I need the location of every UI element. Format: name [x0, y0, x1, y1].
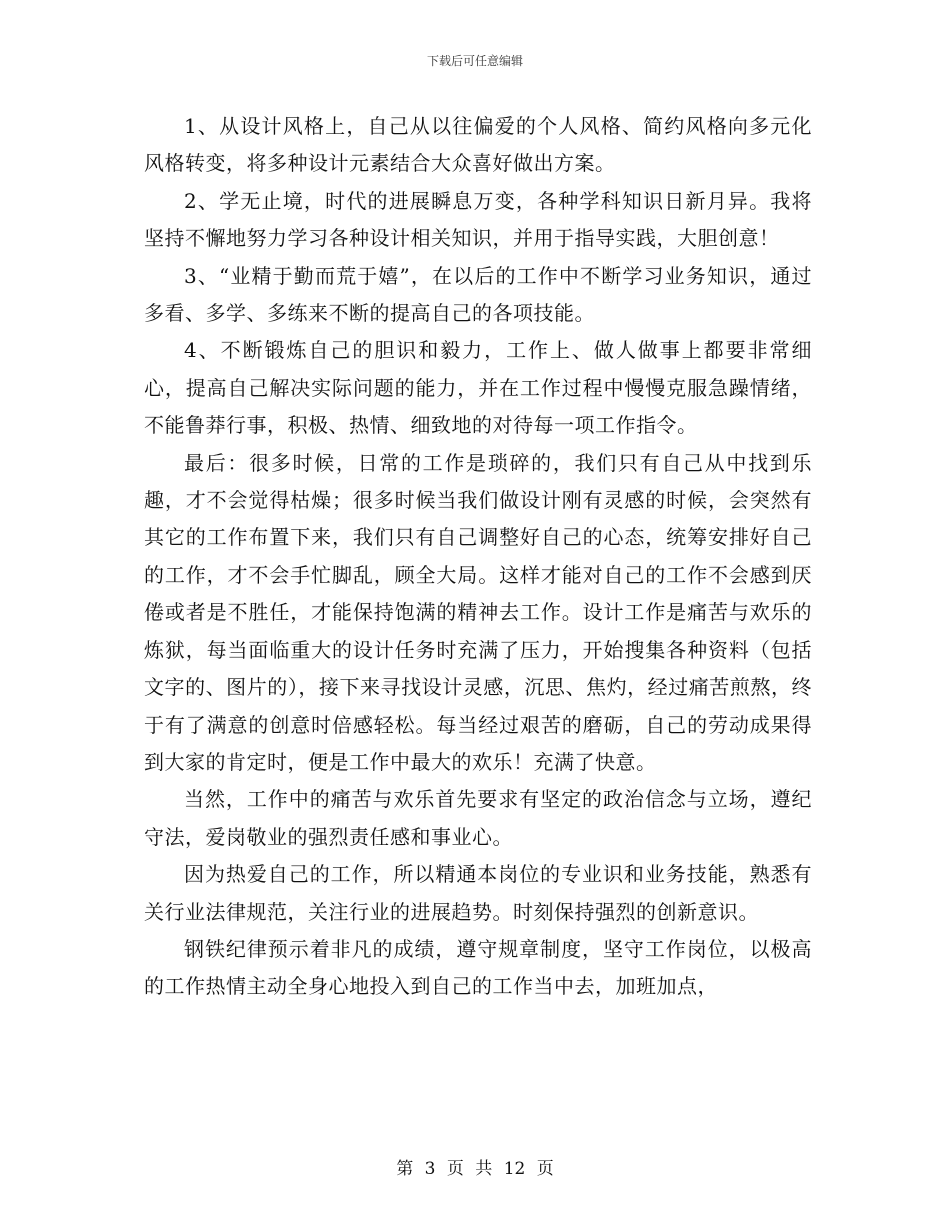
paragraph-4: 4、不断锻炼自己的胆识和毅力，工作上、做人做事上都要非常细心，提高自己解决实际问题的能力，并在工作过程中慢慢克服急躁情绪，不能鲁莽行事，积极、热情、细致地的对待每一项工作指令。 — [144, 338, 812, 438]
paragraph-7: 因为热爱自己的工作，所以精通本岗位的专业识和业务技能，熟悉有关行业法律规范，关注行业的进展趋势。时刻保持强烈的创新意识。 — [144, 862, 812, 924]
document-body — [144, 108, 812, 1006]
paragraph-8: 钢铁纪律预示着非凡的成绩，遵守规章制度，坚守工作岗位，以极高的工作热情主动全身心地投入到自己的工作当中去，加班加点， — [144, 936, 812, 999]
paragraph-6: 当然，工作中的痛苦与欢乐首先要求有坚定的政治信念与立场，遵纪守法，爱岗敬业的强烈责任感和事业心。 — [144, 787, 812, 849]
page-number-footer: 第 3 页 共 12 页 — [396, 1159, 554, 1179]
paragraph-1: 1、从设计风格上，自己从以往偏爱的个人风格、简约风格向多元化风格转变，将多种设计元素结合大众喜好做出方案。 — [144, 114, 812, 176]
paragraph-2: 2、学无止境，时代的进展瞬息万变，各种学科知识日新月异。我将坚持不懈地努力学习各种设计相关知识，并用于指导实践，大胆创意！ — [144, 188, 812, 251]
page-header: 下载后可任意编辑 — [426, 54, 523, 68]
paragraph-5: 最后：很多时候，日常的工作是琐碎的，我们只有自己从中找到乐趣，才不会觉得枯燥；很多时候当我们做设计刚有灵感的时候，会突然有其它的工作布置下来，我们只有自己调整好自己的心态，统筹安排好自己的工作，才不会手忙脚乱，顾全大局。这样才能对自己的工作不会感到厌倦或者是不胜任，才能保持饱满的精神去工作。设计工作是痛苦与欢乐的炼狱，每当面临重大的设计任务时充满了压力，开始搜集各种资料（包括文字的、图片的），接下来寻找设计灵感，沉思、焦灼，经过痛苦煎熬，终于有了满意的创意时倍感轻松。每当经过艰苦的磨砺，自己的劳动成果得到大家的肯定时，便是工作中最大的欢乐！充满了快意。 — [144, 450, 812, 774]
paragraph-3: 3、“业精于勤而荒于嬉”，在以后的工作中不断学习业务知识，通过多看、多学、多练来不断的提高自己的各项技能。 — [144, 263, 812, 326]
